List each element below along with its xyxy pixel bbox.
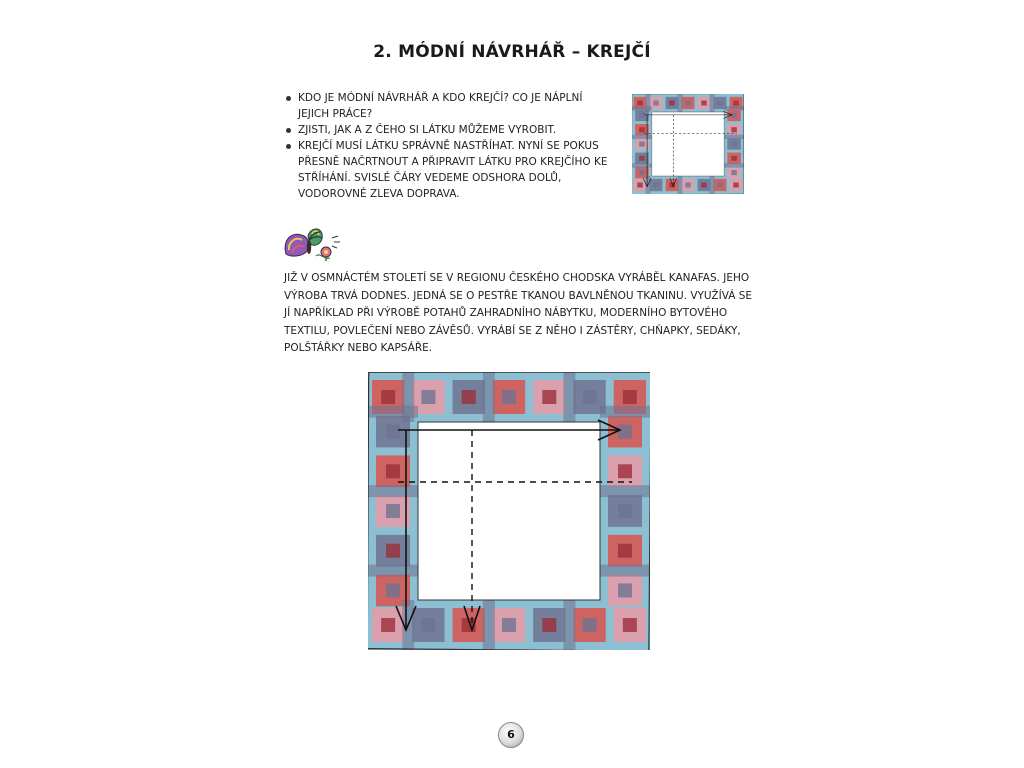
task-list — [284, 90, 614, 202]
task-item: KREJČÍ MUSÍ LÁTKU SPRÁVNĚ NASTŘÍHAT. NYNÍ SE POKUS PŘESNĚ NAČRTNOUT A PŘIPRAVIT LÁTKU PRO KREJČÍHO KE STŘÍHÁNÍ. SVISLÉ ČÁRY VEDEME ODSHORA DOLŮ, VODOROVNÉ ZLEVA DOPRAVA. — [284, 138, 614, 202]
page-number: 6 — [498, 722, 524, 748]
fabric-frame-small — [632, 94, 744, 194]
butterfly-icon — [282, 226, 342, 262]
task-item: KDO JE MÓDNÍ NÁVRHÁŘ A KDO KREJČÍ? CO JE NÁPLNÍ JEJICH PRÁCE? — [284, 90, 614, 122]
info-paragraph: JIŽ V OSMNÁCTÉM STOLETÍ SE V REGIONU ČESKÉHO CHODSKA VYRÁBĚL KANAFAS. JEHO VÝROBA TRVÁ DODNES. JEDNÁ SE O PESTŘE TKANOU BAVLNĚNOU TKANINU. VYUŽÍVÁ SE JÍ NAPŘÍKLAD PŘI VÝROBĚ POTAHŮ ZAHRADNÍHO NÁBYTKU, MODERNÍHO BYTOVÉHO TEXTILU, POVLEČENÍ NEBO ZÁVĚSŮ. VYRÁBÍ SE Z NĚHO I ZÁSTĚRY, CHŇAPKY, SEDÁKY, POLŠTÁŘKY NEBO KAPSÁŘE. — [284, 272, 753, 354]
task-item: ZJISTI, JAK A Z ČEHO SI LÁTKU MŮŽEME VYROBIT. — [284, 122, 614, 138]
page-title: 2. MÓDNÍ NÁVRHÁŘ – KREJČÍ — [373, 42, 651, 62]
fabric-frame-large — [368, 372, 650, 650]
